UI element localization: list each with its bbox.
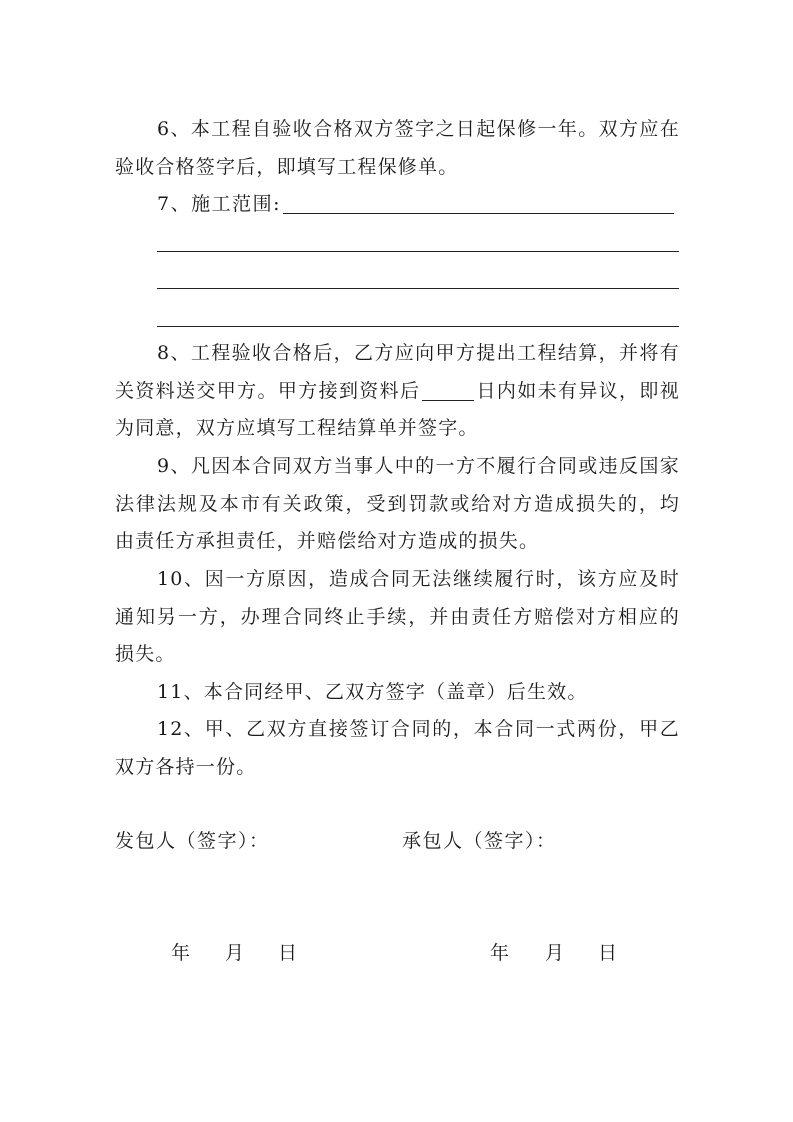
contractor-date-year: 年 [490,942,510,964]
clause-8: 8、工程验收合格后，乙方应向甲方提出工程结算，并将有关资料送交甲方。甲方接到资料后 日内如未有异议，即视为同意，双方应填写工程结算单并签字。 [115,342,680,439]
employer-date-month: 月 [225,942,245,964]
contractor-date-month: 月 [545,942,565,964]
construction-scope-line-3[interactable] [157,288,679,289]
clause-11: 11、本合同经甲、乙双方签字（盖章）后生效。 [157,681,588,703]
construction-scope-line-1[interactable] [283,213,674,214]
clause-12: 12、甲、乙双方直接签订合同的，本合同一式两份，甲乙双方各持一份。 [115,718,680,778]
construction-scope-line-2[interactable] [157,251,679,252]
contractor-date-day: 日 [598,942,618,964]
construction-scope-line-4[interactable] [157,326,679,327]
employer-signature-label: 发包人（签字）： [115,830,270,852]
clause-9: 9、凡因本合同双方当事人中的一方不履行合同或违反国家法律法规及本市有关政策，受到罚款或给对方造成损失的，均由责任方承担责任，并赔偿给对方造成的损失。 [115,455,680,552]
days-blank[interactable] [422,378,474,401]
contractor-signature-label: 承包人（签字）： [402,830,557,852]
employer-date-year: 年 [171,942,191,964]
employer-date-day: 日 [278,942,298,964]
clause-6: 6、本工程自验收合格双方签字之日起保修一年。双方应在验收合格签字后，即填写工程保修单。 [115,118,680,178]
clause-7-label: 7、施工范围: [157,193,281,215]
clause-10: 10、因一方原因，造成合同无法继续履行时，该方应及时通知另一方，办理合同终止手续，并由责任方赔偿对方相应的损失。 [115,568,680,665]
